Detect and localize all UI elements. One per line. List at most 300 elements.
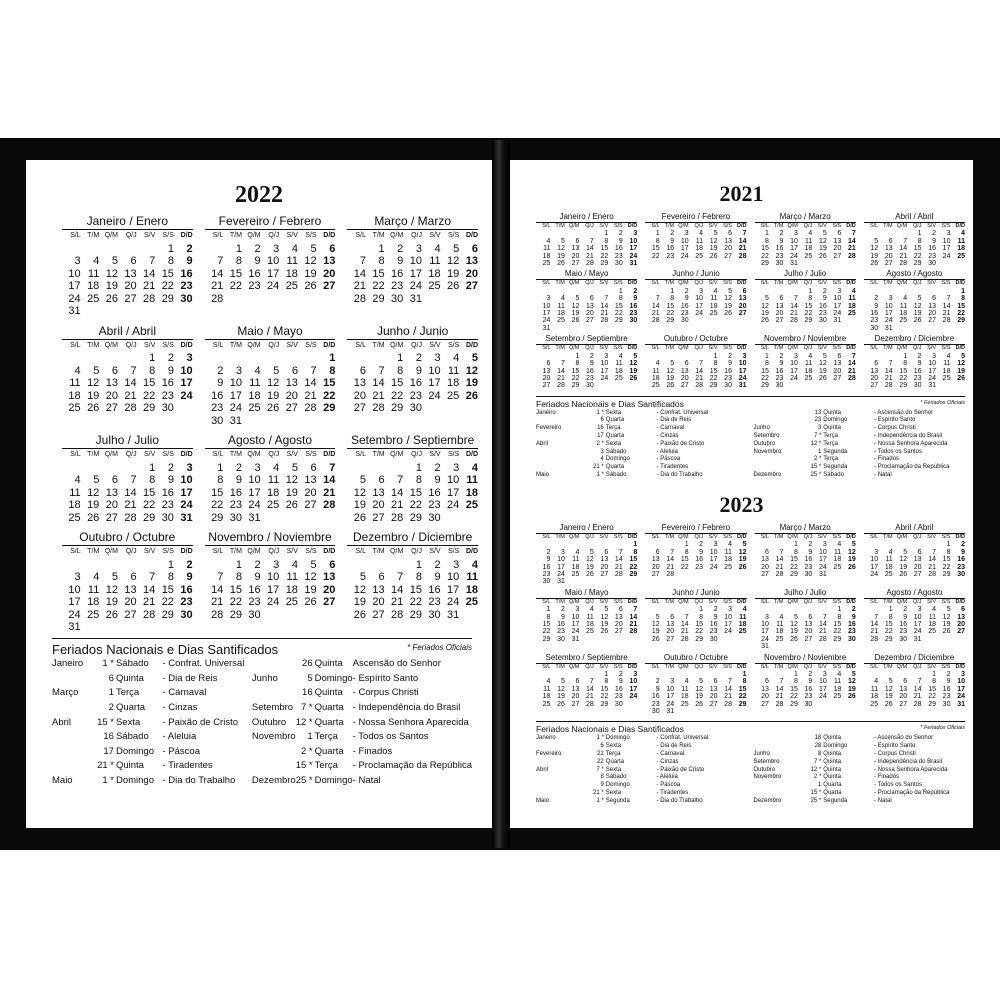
weekday-header-row [864,534,965,541]
day-cell: 7 [217,255,224,267]
day-cell: 18 [285,583,298,596]
day-cell: 11 [652,367,660,375]
day-cell: 25 [586,628,594,636]
day-cell [841,317,856,324]
holiday-row [754,742,966,750]
weekday-label: S/L [355,232,366,239]
day-cell: 8 [167,255,174,267]
day-cell: 4 [254,364,261,377]
holidays-note: * Feriados Oficiais [920,399,965,406]
day-cell: 27 [724,252,732,260]
day-cell: 24 [957,693,965,701]
holiday-name: - Dia do Trabalho [656,471,703,478]
day-cell: 13 [105,486,118,499]
day-cell: 12 [557,685,565,693]
day-cell: 3 [453,558,460,571]
day-cell: 5 [359,571,366,583]
day-cell: 26 [267,402,280,414]
month-table [205,449,336,524]
day-cell: 12 [105,583,118,596]
day-cell: 24 [942,252,951,260]
holiday-month [754,781,796,789]
weekday-label: S/V [708,598,718,605]
day-cell: 21 [870,628,879,636]
day-cell [827,571,841,578]
day-cell: 28 [586,260,594,268]
day-cell: 12 [818,360,827,368]
day-cell: 28 [391,511,404,524]
weekday-label: D/D [627,598,638,605]
holiday-weekday: Segunda [605,797,630,804]
day-cell: 5 [93,474,100,486]
day-cell: 22 [143,499,156,511]
week-row [347,487,478,500]
day-cell: 17 [557,563,565,571]
month-calendar [755,334,856,389]
day-cell: 2 [186,558,193,571]
day-cell [99,559,118,572]
day-cell: 13 [600,556,609,564]
day-cell: 20 [353,389,366,402]
weekday-header-row [536,599,637,606]
day-cell: 16 [775,367,784,375]
day-cell [155,621,174,634]
day-cell: 11 [267,474,280,486]
holidays-title: Feriados Nacionais e Dias Santificados [52,641,279,657]
weekday-label: S/V [599,223,609,229]
weekday-label: D/D [955,598,965,605]
day-cell: 22 [899,374,908,382]
day-cell: 23 [248,280,261,292]
day-cell: 20 [372,499,385,511]
day-cell: 14 [323,474,336,486]
weekday-header-row [864,223,965,230]
holiday-day: 26 [302,658,313,670]
holiday-row [252,744,472,759]
day-cell: 2 [932,230,937,238]
holiday-month: Maio [52,775,73,787]
day-cell [459,512,478,525]
week-row [62,402,193,415]
day-cell: 4 [903,295,908,303]
day-cell: 3 [946,230,951,238]
weekday-label: D/D [323,341,336,349]
day-cell [298,293,317,306]
month-calendar [864,653,965,716]
holiday-name: - Carnaval [656,425,685,432]
day-cell: 8 [235,255,242,267]
day-cell: 4 [471,461,478,474]
holiday-month [536,448,578,456]
day-cell: 11 [710,295,718,303]
weekday-label: T/M [773,223,784,229]
day-cell: 13 [372,583,385,596]
day-cell [936,260,950,267]
day-cell: 21 [942,310,951,318]
day-cell: 2 [822,287,827,295]
day-cell: 14 [372,377,385,389]
holiday-row [536,797,748,805]
day-cell: 3 [273,558,280,571]
day-cell: 13 [680,367,689,375]
holidays-note: * Feriados Oficiais [920,725,965,732]
day-cell: 19 [353,596,366,608]
day-cell: 2 [946,670,951,678]
month-name: Agosto / Agosto [864,269,965,280]
day-cell: 22 [372,280,385,292]
holiday-day: 1 * [596,797,604,804]
day-cell: 25 [957,252,965,260]
day-cell: 15 [790,685,798,693]
day-cell: 11 [928,613,937,621]
weekday-label: S/S [162,451,174,458]
week-row [864,686,965,693]
day-cell: 28 [304,402,317,414]
day-cell: 13 [285,377,298,389]
day-cell: 14 [391,583,404,596]
month-name: Outubro / Octubre [645,653,746,664]
holiday-name: - Tiradentes [162,760,213,772]
weekday-label: S/S [613,345,623,352]
weekday-label: T/M [664,280,675,287]
weekday-label: S/S [613,663,623,670]
day-cell [223,293,242,306]
holiday-month [536,432,578,440]
month-name: Agosto / Agosto [864,588,965,599]
week-row [205,487,336,500]
holiday-month: Setembro [753,433,780,439]
day-cell: 14 [942,302,951,310]
day-cell: 22 [542,628,551,636]
day-cell: 27 [913,570,922,578]
day-cell [174,402,193,415]
day-cell [298,609,317,622]
day-cell: 19 [957,367,965,375]
day-cell [81,462,100,475]
day-cell: 20 [372,596,385,608]
holiday-name: - Independência do Brasil [352,702,461,714]
week-row [645,606,746,613]
holiday-day: 2 * [813,774,822,781]
holiday-month [754,456,796,464]
holiday-month: Novembro [251,731,296,743]
holiday-row [52,671,246,686]
holiday-name: - Natal [352,775,381,787]
weekday-label: S/V [599,345,609,352]
day-cell: 12 [465,364,478,377]
day-cell: 6 [589,295,594,303]
day-cell: 27 [304,499,317,511]
day-cell: 24 [629,693,638,701]
weekday-label: Q/J [268,232,280,239]
week-row [864,368,965,375]
day-cell: 19 [87,389,100,402]
day-cell: 27 [761,570,769,578]
month-name: Maio / Mayo [536,269,637,280]
day-cell: 15 [928,685,937,693]
day-cell: 18 [428,267,441,280]
holiday-month: Dezembro [251,775,296,787]
day-cell: 13 [913,556,922,564]
day-cell: 15 [323,377,336,389]
day-cell: 13 [804,620,813,628]
day-cell: 5 [699,678,704,686]
day-cell: 11 [249,377,261,389]
holiday-name: - Proclamação da República [874,464,950,471]
day-cell: 16 [804,685,813,693]
week-row [205,365,336,378]
day-cell: 18 [775,628,784,636]
day-cell: 21 [666,563,675,571]
day-cell: 20 [884,252,893,260]
day-cell: 15 [409,486,422,499]
day-cell: 30 [248,608,261,621]
weekday-label: S/S [723,280,732,287]
day-cell: 10 [428,364,441,377]
day-cell: 18 [804,245,813,253]
day-cell: 14 [586,245,594,253]
day-cell [594,325,608,332]
week-row [347,268,478,281]
holiday-day: 16 [103,731,114,743]
day-cell [718,671,732,678]
month-calendar [347,530,478,634]
holiday-weekday: Quarta [605,464,625,471]
weekday-label: S/V [927,345,937,352]
week-row [864,693,965,700]
day-cell: 18 [695,245,704,253]
day-cell [689,353,703,360]
weekday-label: D/D [955,280,965,287]
day-cell: 18 [614,367,623,375]
day-cell: 30 [161,511,174,524]
day-cell: 9 [167,474,174,486]
day-cell: 26 [304,596,317,608]
day-cell [893,230,907,237]
holiday-name: - Natal [874,471,892,478]
holiday-name: - Cinzas [656,433,679,439]
holiday-day: 2 * [596,440,604,447]
week-row [864,628,965,635]
week-row [645,614,746,621]
day-cell: 29 [884,635,893,643]
holiday-weekday: Sexta [115,716,141,728]
day-cell: 8 [546,613,551,621]
day-cell: 22 [229,280,242,292]
day-cell [827,260,841,267]
weekday-label: Q/M [787,598,798,605]
weekday-label: D/D [846,533,856,540]
day-cell: 21 [391,499,404,511]
day-cell [703,708,717,715]
day-cell: 14 [847,237,856,245]
holiday-day: 17 [103,745,114,757]
weekday-label: T/M [87,232,100,239]
day-cell: 16 [709,620,718,628]
month-name: Outubro / Octubre [62,530,193,546]
day-cell [385,559,404,572]
day-cell: 11 [848,295,856,303]
weekday-label: T/M [229,548,242,555]
day-cell: 27 [124,292,137,305]
day-cell: 8 [961,295,965,303]
day-cell [864,606,878,613]
month-table [536,223,637,267]
day-cell: 17 [267,267,280,280]
holiday-month: Setembro [753,758,780,765]
week-row [864,245,965,252]
week-row [62,474,193,487]
day-cell: 16 [629,302,638,310]
weekday-header-row [645,664,746,671]
weekday-header-row [536,534,637,541]
weekday-label: Q/M [568,598,580,605]
holiday-row [536,773,748,781]
weekday-label: S/V [599,280,609,287]
day-cell: 2 [903,606,908,614]
day-cell: 1 [742,670,747,678]
day-cell: 4 [742,606,747,614]
day-cell: 4 [291,242,298,255]
weekday-header-row [864,599,965,606]
day-cell [137,243,156,256]
day-cell [798,260,812,267]
holiday-name: - Todos os Santos [874,448,922,455]
day-cell: 29 [143,511,156,524]
day-cell: 19 [304,583,317,596]
day-cell: 1 [329,352,336,364]
day-cell: 4 [453,352,460,364]
holiday-day: 1 * [102,775,114,787]
holiday-month: Fevereiro [536,750,562,757]
holiday-day: 5 [307,672,313,684]
day-cell: 14 [600,302,609,310]
month-table [347,546,478,621]
day-cell: 23 [942,693,951,701]
month-name: Junho / Junio [347,324,478,340]
day-cell: 12 [557,245,565,253]
holiday-day: 7 * [813,433,822,439]
day-cell: 19 [847,685,856,693]
week-row [536,375,637,382]
day-cell: 29 [409,608,422,621]
weekday-label: S/L [542,533,551,540]
week-row [205,280,336,293]
week-row [62,268,193,281]
week-row [864,317,965,324]
weekday-label: S/L [869,223,879,229]
day-cell [441,512,460,525]
day-cell: 26 [447,280,460,292]
weekday-label: T/M [87,548,100,555]
day-cell: 11 [739,613,747,621]
day-cell: 10 [267,571,280,583]
day-cell: 17 [695,302,704,310]
day-cell: 13 [124,267,137,280]
day-cell: 10 [709,548,718,556]
month-name: Novembro / Noviembre [205,530,336,546]
holiday-name: - Nossa Senhora Aparecida [874,440,948,447]
day-cell: 29 [323,402,336,414]
week-row [62,365,193,378]
day-cell [174,305,193,318]
day-cell: 3 [633,230,638,238]
holiday-day: 1 * [596,471,604,478]
weekday-label: S/V [429,341,441,349]
weekday-label: T/M [87,451,100,458]
weekday-label: D/D [955,223,965,229]
holiday-month [536,773,578,781]
holiday-name: - Corpus Christi [874,425,916,432]
week-row [62,377,193,390]
day-cell: 7 [397,474,404,486]
day-cell: 20 [571,693,580,701]
day-cell: 4 [434,242,441,255]
day-cell: 16 [928,245,937,253]
day-cell: 17 [542,310,551,318]
weekday-label: T/M [229,232,242,239]
day-cell [864,353,878,360]
month-name: Maio / Mayo [205,324,336,340]
week-row [645,382,746,389]
day-cell: 8 [167,571,174,583]
day-cell: 8 [235,571,242,583]
day-cell [62,243,81,256]
day-cell: 16 [428,583,441,596]
day-cell: 4 [888,548,893,556]
holiday-name: - Espírito Santo [352,672,419,684]
day-cell: 12 [818,237,827,245]
holiday-month: Novembro [753,448,782,455]
day-cell: 4 [618,352,623,360]
holiday-weekday: Sábado [605,471,627,478]
day-cell: 12 [913,302,922,310]
day-cell: 29 [790,570,798,578]
day-cell: 11 [69,377,81,389]
week-row [755,636,856,643]
week-row [645,303,746,310]
weekday-label: S/V [599,663,609,670]
day-cell: 25 [833,563,842,571]
day-cell: 13 [465,255,478,267]
week-row [347,596,478,609]
holiday-month: Novembro [753,774,782,781]
week-row [864,556,965,563]
day-cell: 30 [180,292,193,305]
day-cell: 16 [428,486,441,499]
week-row [536,260,637,267]
holiday-weekday: Terça [823,440,838,447]
weekday-label: S/L [760,533,769,540]
holiday-day: 1 [108,687,114,699]
day-cell: 13 [666,620,675,628]
day-cell: 7 [618,548,623,556]
day-cell: 24 [447,596,460,608]
month-table [536,280,637,332]
week-row [864,230,965,237]
week-row [536,606,637,613]
weekday-label: S/S [723,223,732,229]
day-cell: 20 [833,367,842,375]
weekday-label: Q/J [913,663,922,670]
day-cell: 9 [186,255,193,267]
day-cell: 13 [323,571,336,583]
day-cell: 1 [713,352,718,360]
day-cell: 25 [680,700,689,708]
holiday-weekday: Terça [314,760,338,772]
day-cell [99,352,118,365]
day-cell: 30 [913,382,922,390]
